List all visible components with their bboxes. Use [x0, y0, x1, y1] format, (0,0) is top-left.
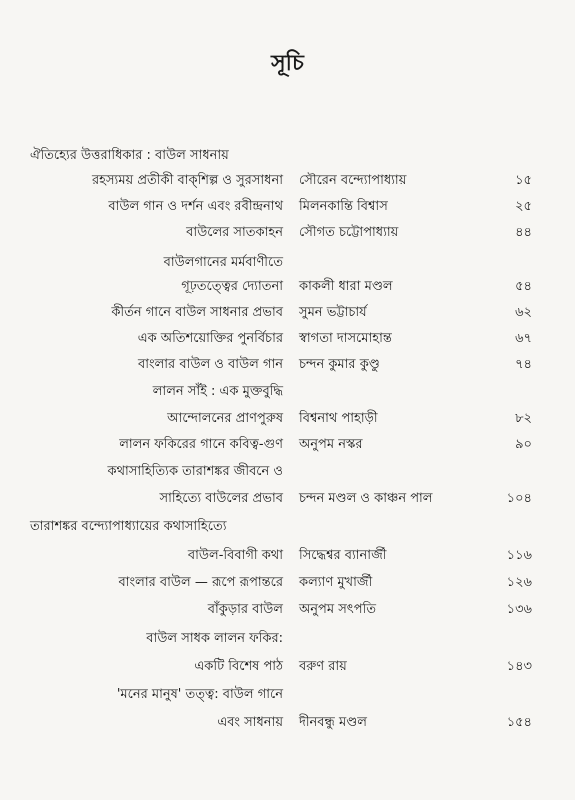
entry-author: অনুপম নস্কর: [299, 437, 363, 452]
entry-author: মিলনকান্তি বিশ্বাস: [299, 199, 388, 214]
entry-author: সুমন ভট্টাচার্য: [299, 305, 367, 320]
entry-author: অনুপম সৎপতি: [299, 602, 377, 617]
entry-author: কল্যাণ মুখার্জী: [299, 575, 373, 590]
entry-page: ৯০: [515, 437, 532, 452]
entry-title: আন্দোলনের প্রাণপুরুষ: [167, 411, 283, 426]
entry-title: গূঢ়তত্ত্বের দ্যোতনা: [181, 279, 283, 294]
entry-author: বিশ্বনাথ পাহাড়ী: [299, 411, 378, 426]
entry-title: এবং সাধনায়: [217, 715, 283, 730]
toc-entry: [0, 461, 575, 483]
toc-entry: [0, 302, 575, 324]
toc-entry: [0, 684, 575, 706]
entry-author: দীনবন্ধু মণ্ডল: [299, 715, 367, 730]
entry-title: বাংলার বাউল — রূপে রূপান্তরে: [118, 575, 283, 590]
entry-author: চন্দন কুমার কুণ্ডু: [299, 357, 380, 372]
toc-entry: [0, 408, 575, 430]
entry-page: ৫৪: [515, 279, 532, 294]
entry-page: ১৫৪: [506, 715, 532, 730]
toc-entry: [0, 572, 575, 594]
entry-title: সাহিত্যে বাউলের প্রভাব: [159, 491, 283, 506]
entry-title: বাউল সাধক লালন ফকির:: [146, 631, 283, 646]
toc-entry: [0, 381, 575, 403]
toc-entry: [0, 628, 575, 650]
toc-entry: [0, 545, 575, 567]
entry-title: তারাশঙ্কর বন্দ্যোপাধ্যায়ের কথাসাহিত্যে: [30, 519, 227, 534]
entry-title: রহস্যময় প্রতীকী বাক্‌শিল্প ও সুরসাধনা: [91, 173, 283, 188]
entry-page: ১৫: [515, 173, 532, 188]
entry-title: লালন ফকিরের গানে কবিত্ব-গুণ: [119, 437, 283, 452]
entry-page: ৪৪: [515, 225, 532, 240]
entry-author: বরুণ রায়: [299, 659, 347, 674]
toc-entry: [0, 145, 575, 167]
entry-page: ১৩৬: [506, 602, 532, 617]
entry-title: কীর্তন গানে বাউল সাধনার প্রভাব: [111, 305, 283, 320]
entry-page: ১২৬: [506, 575, 532, 590]
toc-entry: [0, 276, 575, 298]
entry-title: 'মনের মানুষ' তত্ত্ব: বাউল গানে: [116, 687, 283, 702]
entry-page: ২৫: [515, 199, 532, 214]
entry-author: স্বাগতা দাসমোহান্ত: [299, 331, 392, 346]
entry-author: সৌরেন বন্দ্যোপাধ্যায়: [299, 173, 407, 188]
entry-title: একটি বিশেষ পাঠ: [194, 659, 283, 674]
entry-page: ৮২: [515, 411, 532, 426]
entry-page: ৭৪: [515, 357, 532, 372]
toc-entry: [0, 488, 575, 510]
toc-entry: [0, 252, 575, 274]
entry-author: সৌগত চট্টোপাধ্যায়: [299, 225, 399, 240]
entry-title: ঐতিহ্যের উত্তরাধিকার : বাউল সাধনায়: [30, 148, 229, 163]
toc-entry: [0, 196, 575, 218]
entry-title: বাউলগানের মর্মবাণীতে: [163, 255, 283, 270]
toc-entry: [0, 170, 575, 192]
entry-title: কথাসাহিত্যিক তারাশঙ্কর জীবনে ও: [107, 464, 283, 479]
toc-entry: [0, 222, 575, 244]
entry-page: ৬২: [515, 305, 532, 320]
toc-entry: [0, 516, 575, 538]
entry-title: বাউল গান ও দর্শন এবং রবীন্দ্রনাথ: [108, 199, 283, 214]
entry-title: বাউলের সাতকাহন: [186, 225, 283, 240]
entry-title: লালন সাঁই : এক মুক্তবুদ্ধি: [152, 384, 283, 399]
entry-title: বাউল-বিবাগী কথা: [187, 548, 283, 563]
toc-entry: [0, 656, 575, 678]
entry-page: ১৪৩: [506, 659, 532, 674]
entry-title: বাংলার বাউল ও বাউল গান: [138, 357, 283, 372]
entry-title: এক অতিশয়োক্তির পুনর্বিচার: [137, 331, 283, 346]
toc-entry: [0, 599, 575, 621]
entry-author: কাকলী ধারা মণ্ডল: [299, 279, 393, 294]
page-title: সূচি: [271, 51, 304, 76]
entry-title: বাঁকুড়ার বাউল: [207, 602, 283, 617]
entry-page: ১০৪: [506, 491, 532, 506]
entry-author: সিদ্ধেশ্বর ব্যানার্জী: [299, 548, 387, 563]
toc-entry: [0, 328, 575, 350]
entry-author: চন্দন মণ্ডল ও কাঞ্চন পাল: [299, 491, 433, 506]
toc-entry: [0, 712, 575, 734]
entry-page: ৬৭: [515, 331, 532, 346]
toc-entry: [0, 354, 575, 376]
toc-entry: [0, 434, 575, 456]
entry-page: ১১৬: [506, 548, 532, 563]
